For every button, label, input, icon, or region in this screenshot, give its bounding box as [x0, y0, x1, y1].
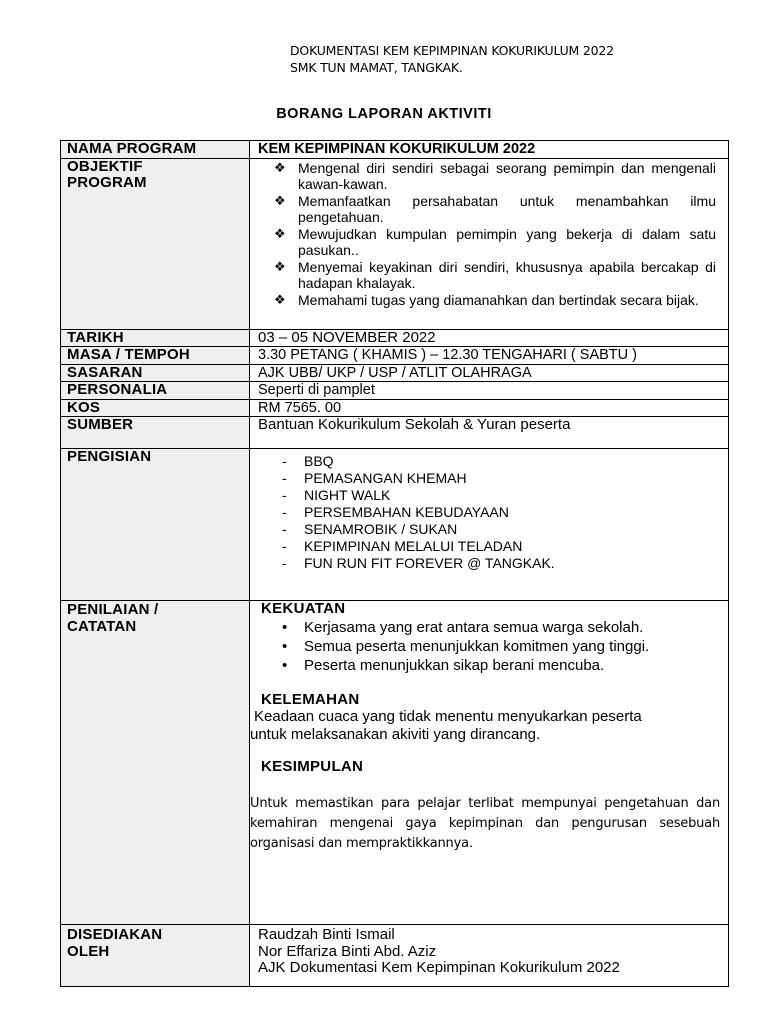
- list-item: - NIGHT WALK: [282, 487, 391, 503]
- value-kos: RM 7565. 00: [250, 399, 729, 417]
- kekuatan-text: Peserta menunjukkan sikap berani mencuba.: [304, 656, 605, 674]
- pengisian-text: BBQ: [304, 453, 334, 469]
- header-line-1: DOKUMENTASI KEM KEPIMPINAN KOKURIKULUM 2022: [290, 43, 614, 58]
- list-item: [274, 292, 716, 309]
- list-item: [274, 193, 716, 226]
- kelemahan-line-2: untuk melaksanakan akiviti yang dirancang.: [250, 726, 541, 743]
- form-title: BORANG LAPORAN AKTIVITI: [276, 106, 492, 122]
- row-disediakan: [61, 925, 729, 987]
- value-sumber: Bantuan Kokurikulum Sekolah & Yuran peserta: [250, 417, 729, 449]
- report-table: [60, 140, 729, 987]
- objektif-text: Menyemai keyakinan diri sendiri, khususnya apabila bercakap di hadapan khalayak.: [298, 258, 716, 291]
- list-item: • Semua peserta menunjukkan komitmen yang tinggi.: [282, 637, 650, 655]
- objektif-text: Mewujudkan kumpulan pemimpin yang bekerja di dalam satu pasukan..: [298, 225, 716, 258]
- diamond-bullet-icon: ❖: [274, 225, 286, 241]
- objektif-text: Mengenal diri sendiri sebagai seorang pemimpin dan mengenali kawan-kawan.: [298, 159, 716, 192]
- value-personalia: Seperti di pamplet: [250, 382, 729, 400]
- label-disediakan-line-2: OLEH: [67, 942, 110, 960]
- label-pengisian: PENGISIAN: [61, 449, 250, 601]
- pengisian-list: [258, 449, 722, 572]
- pengisian-text: NIGHT WALK: [304, 487, 391, 503]
- list-item: - PEMASANGAN KHEMAH: [282, 470, 467, 486]
- value-nama-program: KEM KEPIMPINAN KOKURIKULUM 2022: [250, 141, 729, 159]
- label-disediakan-line-1: DISEDIAKAN: [67, 926, 163, 943]
- value-penilaian: [250, 601, 729, 925]
- label-objektif: [61, 158, 250, 329]
- header-line-2: SMK TUN MAMAT, TANGKAK.: [290, 60, 463, 75]
- label-sasaran: SASARAN: [61, 364, 250, 382]
- preparer-name-1: Raudzah Binti Ismail: [258, 926, 395, 943]
- kelemahan-line-1: Keadaan cuaca yang tidak menentu menyukarkan peserta: [254, 708, 642, 725]
- list-item: - PERSEMBAHAN KEBUDAYAAN: [282, 504, 509, 520]
- row-masa: [61, 347, 729, 365]
- label-kos: KOS: [61, 399, 250, 417]
- list-item: - BBQ: [282, 453, 334, 469]
- label-tarikh: TARIKH: [61, 329, 250, 347]
- value-pengisian: [250, 449, 729, 601]
- label-penilaian-line-1: PENILAIAN /: [67, 601, 159, 618]
- row-penilaian: [61, 601, 729, 925]
- list-item: [274, 259, 716, 292]
- label-personalia: PERSONALIA: [61, 382, 250, 400]
- diamond-bullet-icon: ❖: [274, 159, 286, 175]
- value-sasaran: AJK UBB/ UKP / USP / ATLIT OLAHRAGA: [250, 364, 729, 382]
- list-item: - FUN RUN FIT FOREVER @ TANGKAK.: [282, 555, 555, 571]
- objektif-text: Memahami tugas yang diamanahkan dan bertindak secara bijak.: [298, 291, 699, 308]
- kekuatan-list: [258, 618, 722, 675]
- value-masa: 3.30 PETANG ( KHAMIS ) – 12.30 TENGAHARI ( SABTU ): [250, 347, 729, 365]
- pengisian-text: SENAMROBIK / SUKAN: [304, 521, 458, 537]
- preparer-role: AJK Dokumentasi Kem Kepimpinan Kokurikulum 2022: [258, 959, 620, 976]
- row-tarikh: [61, 329, 729, 347]
- pengisian-text: FUN RUN FIT FOREVER @ TANGKAK.: [304, 555, 555, 571]
- diamond-bullet-icon: ❖: [274, 291, 286, 307]
- value-disediakan: [250, 925, 729, 987]
- list-item: - KEPIMPINAN MELALUI TELADAN: [282, 538, 523, 554]
- value-objektif: [250, 158, 729, 329]
- row-nama-program: [61, 141, 729, 159]
- kekuatan-heading: KEKUATAN: [261, 600, 346, 617]
- label-penilaian-line-2: CATATAN: [67, 617, 137, 635]
- label-objektif-line-1: OBJEKTIF: [67, 157, 143, 175]
- row-objektif: [61, 158, 729, 329]
- pengisian-text: PEMASANGAN KHEMAH: [304, 470, 467, 486]
- label-sumber: SUMBER: [61, 417, 250, 449]
- objektif-text: Memanfaatkan persahabatan untuk menambahkan ilmu pengetahuan.: [298, 192, 716, 225]
- pengisian-text: PERSEMBAHAN KEBUDAYAAN: [304, 504, 509, 520]
- objektif-list: [258, 160, 722, 309]
- preparer-name-2: Nor Effariza Binti Abd. Aziz: [258, 942, 437, 960]
- kekuatan-text: Kerjasama yang erat antara semua warga sekolah.: [304, 618, 644, 636]
- list-item: [274, 226, 716, 259]
- label-nama-program: NAMA PROGRAM: [61, 141, 250, 159]
- label-disediakan: [61, 925, 250, 987]
- diamond-bullet-icon: ❖: [274, 192, 286, 208]
- row-sumber: [61, 417, 729, 449]
- label-penilaian: [61, 601, 250, 925]
- pengisian-text: KEPIMPINAN MELALUI TELADAN: [304, 538, 523, 554]
- row-kos: [61, 399, 729, 417]
- label-masa: MASA / TEMPOH: [61, 347, 250, 365]
- kesimpulan-text: Untuk memastikan para pelajar terlibat mempunyai pengetahuan dan kemahiran mengenai gaya kepimpinan dan pengurusan sesebuah organisasi dan mempraktikkannya.: [250, 795, 720, 851]
- row-pengisian: [61, 449, 729, 601]
- list-item: • Peserta menunjukkan sikap berani mencuba.: [282, 656, 605, 674]
- row-sasaran: [61, 364, 729, 382]
- kekuatan-text: Semua peserta menunjukkan komitmen yang tinggi.: [304, 637, 650, 655]
- label-objektif-line-2: PROGRAM: [67, 174, 147, 191]
- list-item: - SENAMROBIK / SUKAN: [282, 521, 458, 537]
- kesimpulan-heading: KESIMPULAN: [261, 758, 364, 775]
- value-tarikh: 03 – 05 NOVEMBER 2022: [250, 329, 729, 347]
- list-item: • Kerjasama yang erat antara semua warga sekolah.: [282, 618, 644, 636]
- row-personalia: [61, 382, 729, 400]
- document-header: [290, 42, 614, 76]
- kelemahan-heading: KELEMAHAN: [261, 690, 360, 708]
- diamond-bullet-icon: ❖: [274, 258, 286, 274]
- list-item: [274, 160, 716, 193]
